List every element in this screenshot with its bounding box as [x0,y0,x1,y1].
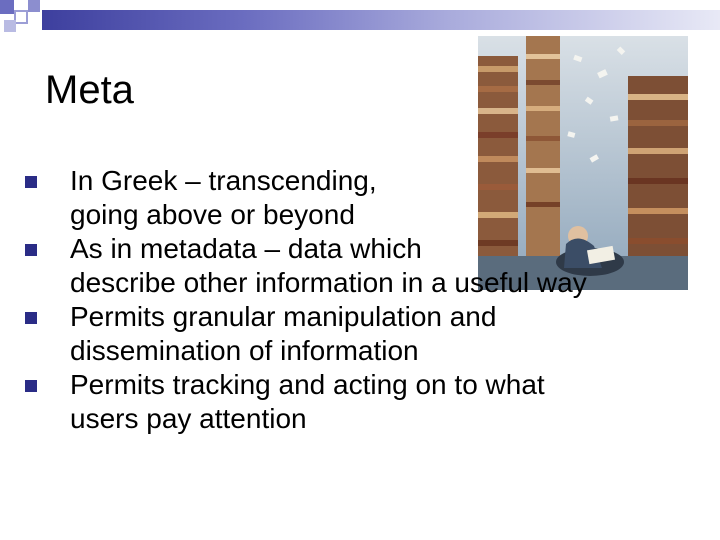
bullet-item [25,368,675,436]
bullet-item [25,300,675,368]
header-gradient-band [42,10,720,30]
slide-title: Meta [45,68,134,112]
corner-square-mid [28,0,40,12]
square-bullet-icon [25,312,37,324]
corner-square-light [4,20,16,32]
square-bullet-icon [25,244,37,256]
bullet-line: In Greek – transcending, [70,165,377,196]
corner-square-dark [0,0,14,14]
bullet-list [25,164,675,436]
bullet-item [25,232,675,300]
bullet-line: Permits granular manipulation and [70,301,497,332]
corner-square-outline [14,10,28,24]
bullet-line: describe other information in a useful way [70,267,587,298]
bullet-line: dissemination of information [70,335,419,366]
bullet-item [25,164,675,232]
bullet-line: Permits tracking and acting on to what [70,369,545,400]
bullet-line: users pay attention [70,403,307,434]
square-bullet-icon [25,380,37,392]
bullet-line: As in metadata – data which [70,233,422,264]
bullet-line: going above or beyond [70,199,355,230]
square-bullet-icon [25,176,37,188]
